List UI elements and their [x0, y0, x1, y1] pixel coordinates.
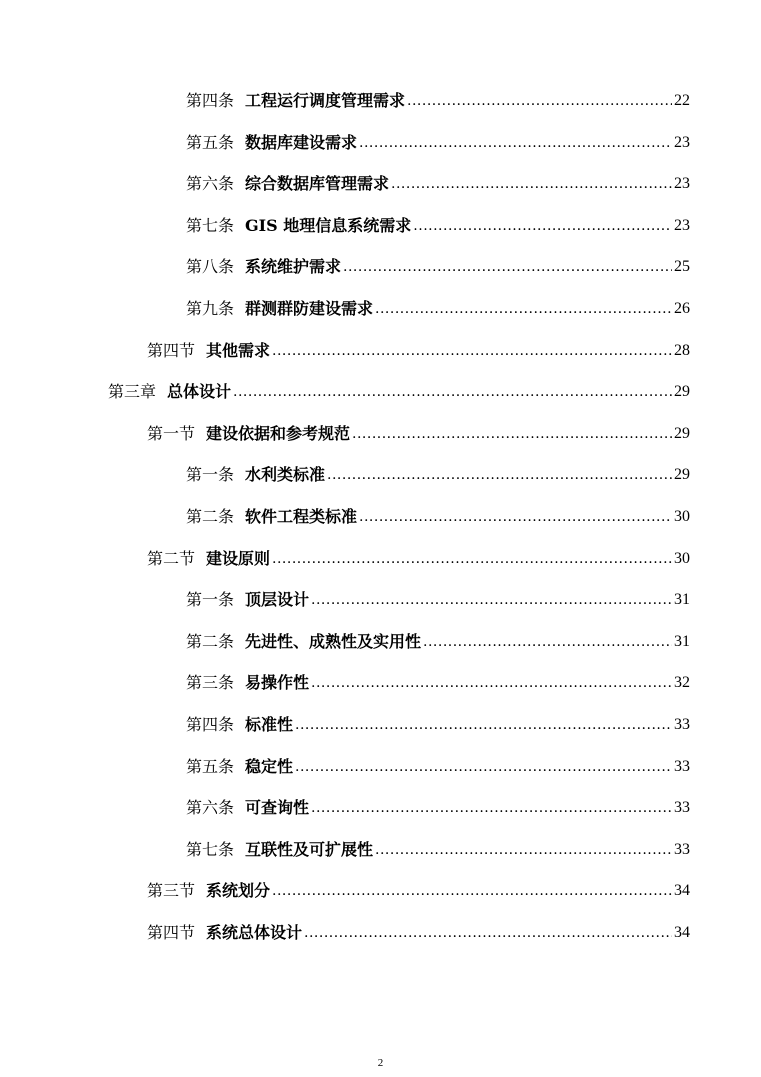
dot-leader [423, 630, 672, 654]
toc-entry-number: 第五条 [186, 132, 235, 152]
toc-entry-number: 第六条 [186, 174, 235, 194]
toc-entry-page: 33 [674, 840, 690, 858]
toc-entry-number: 第六条 [186, 798, 235, 818]
toc-entry-title: 易操作性 [245, 673, 310, 693]
dot-leader [233, 380, 672, 404]
toc-entry[interactable] [147, 921, 690, 945]
dot-leader [311, 671, 672, 695]
toc-entry-page: 34 [674, 882, 690, 900]
dot-leader [327, 463, 672, 487]
toc-entry-title: 群测群防建设需求 [245, 299, 374, 318]
toc-entry[interactable] [147, 422, 690, 446]
toc-entry-number: 第七条 [186, 215, 235, 235]
toc-entry-number: 第四条 [186, 715, 235, 734]
toc-entry-number: 第二条 [186, 631, 235, 651]
toc-entry-title: 工程运行调度管理需求 [245, 91, 406, 110]
dot-leader [375, 297, 672, 321]
toc-entry-number: 第四节 [147, 340, 196, 360]
toc-entry-title: 其他需求 [206, 340, 271, 360]
dot-leader [359, 505, 672, 529]
toc-entry-page: 34 [674, 924, 690, 941]
toc-entry[interactable] [186, 505, 690, 529]
dot-leader [304, 921, 672, 945]
toc-entry-number: 第三章 [108, 382, 157, 402]
toc-entry[interactable] [147, 339, 690, 363]
toc-entry[interactable] [186, 588, 690, 612]
toc-entry[interactable] [186, 463, 690, 487]
toc-entry-number: 第三条 [186, 673, 235, 693]
toc-entry[interactable] [186, 255, 690, 279]
toc-entry-title: 综合数据库管理需求 [245, 174, 390, 194]
page-number: 2 [377, 1057, 384, 1069]
toc-entry[interactable] [186, 838, 690, 862]
toc-entry-title: 软件工程类标准 [245, 507, 358, 526]
toc-entry[interactable] [186, 671, 690, 695]
toc-entry-number: 第一条 [186, 465, 235, 485]
toc-entry-title: 建设原则 [206, 548, 271, 568]
toc-entry-number: 第二节 [147, 548, 196, 568]
toc-entry-number: 第八条 [186, 257, 235, 277]
toc-entry-number: 第一节 [147, 423, 196, 443]
toc-entry[interactable] [186, 630, 690, 654]
toc-entry-number: 第九条 [186, 299, 235, 318]
toc-entry[interactable] [186, 713, 690, 737]
toc-entry-title: 系统总体设计 [206, 923, 303, 942]
toc-entry-title: 可查询性 [245, 798, 310, 818]
toc-entry-page: 29 [674, 383, 690, 401]
toc-entry-number: 第二条 [186, 507, 235, 526]
toc-entry-title: GIS 地理信息系统需求 [245, 215, 412, 235]
toc-entry-title: 系统维护需求 [245, 257, 342, 277]
toc-entry[interactable] [186, 214, 690, 238]
toc-entry-page: 23 [674, 216, 690, 234]
toc-entry-page: 29 [674, 424, 690, 442]
dot-leader [391, 172, 672, 196]
dot-leader [343, 255, 672, 279]
toc-entry-title: 标准性 [245, 715, 294, 734]
dot-leader [359, 131, 672, 155]
toc-entry-page: 25 [674, 258, 690, 276]
toc-entry-page: 23 [674, 133, 690, 151]
toc-entry-number: 第四节 [147, 923, 196, 942]
toc-entry-page: 30 [674, 508, 690, 525]
dot-leader [375, 838, 672, 862]
toc-entry-page: 33 [674, 799, 690, 817]
toc-entry-page: 33 [674, 757, 690, 775]
toc-entry[interactable] [186, 89, 690, 113]
dot-leader [413, 214, 672, 238]
dot-leader [272, 879, 672, 903]
toc-entry-page: 31 [674, 591, 690, 609]
toc-entry-page: 30 [674, 549, 690, 567]
toc-entry[interactable] [186, 297, 690, 321]
toc-entry-number: 第四条 [186, 91, 235, 110]
toc-entry-number: 第七条 [186, 839, 235, 859]
toc-entry[interactable] [147, 547, 690, 571]
toc-entry-page: 31 [674, 632, 690, 650]
toc-entry-page: 29 [674, 466, 690, 484]
toc-entry-page: 26 [674, 300, 690, 317]
toc-entry-title: 水利类标准 [245, 465, 326, 485]
dot-leader [295, 755, 672, 779]
toc-entry[interactable] [186, 131, 690, 155]
toc-entry[interactable] [108, 380, 690, 404]
toc-entry-number: 第三节 [147, 881, 196, 901]
toc-entry-title: 先进性、成熟性及实用性 [245, 631, 422, 651]
dot-leader [311, 796, 672, 820]
toc-entry[interactable] [186, 172, 690, 196]
toc-entry-page: 22 [674, 92, 690, 109]
toc-entry-title: 数据库建设需求 [245, 132, 358, 152]
dot-leader [352, 422, 672, 446]
toc-entry-number: 第五条 [186, 756, 235, 776]
toc-entry-title: 总体设计 [167, 382, 232, 402]
dot-leader [272, 547, 672, 571]
toc-entry-title: 互联性及可扩展性 [245, 839, 374, 859]
toc-entry-page: 33 [674, 716, 690, 733]
toc-entry[interactable] [186, 796, 690, 820]
dot-leader [295, 713, 672, 737]
toc-entry[interactable] [147, 879, 690, 903]
toc-entry-page: 23 [674, 175, 690, 193]
toc-entry-title: 稳定性 [245, 756, 294, 776]
toc-entry-title: 建设依据和参考规范 [206, 423, 351, 443]
toc-entry[interactable] [186, 755, 690, 779]
dot-leader [311, 588, 672, 612]
dot-leader [272, 339, 672, 363]
dot-leader [407, 89, 672, 113]
toc-entry-title: 顶层设计 [245, 590, 310, 610]
toc-entry-page: 28 [674, 341, 690, 359]
toc-entry-number: 第一条 [186, 590, 235, 610]
toc-entry-page: 32 [674, 674, 690, 692]
toc-entry-title: 系统划分 [206, 881, 271, 901]
